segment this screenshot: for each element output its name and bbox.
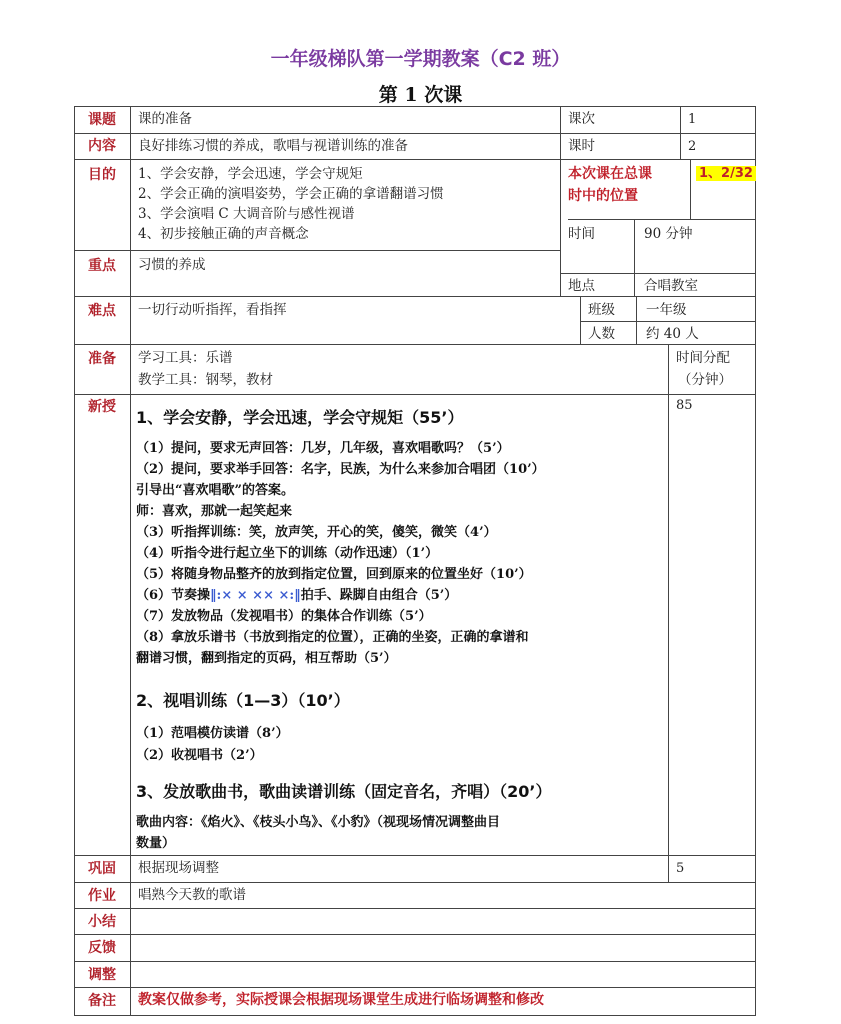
column-divider bbox=[680, 106, 681, 159]
topic-value: 课的准备 bbox=[138, 111, 192, 127]
lesson-step: （7）发放物品（发视唱书）的集体合作训练（5’） bbox=[136, 609, 432, 624]
column-divider bbox=[634, 219, 635, 296]
row-divider bbox=[74, 296, 756, 297]
table-border-top bbox=[74, 106, 756, 107]
place-label: 地点 bbox=[568, 278, 595, 294]
label-review: 巩固 bbox=[88, 861, 116, 877]
label-prep: 准备 bbox=[88, 351, 116, 367]
time-alloc-column-divider bbox=[668, 344, 669, 882]
position-label: 本次课在总课 bbox=[568, 166, 652, 182]
label-goal: 目的 bbox=[88, 167, 116, 183]
lesson-step: （5）将随身物品整齐的放到指定位置，回到原来的位置坐好（10’） bbox=[136, 567, 532, 582]
session-label: 课次 bbox=[568, 111, 595, 127]
label-column-divider bbox=[130, 106, 131, 1016]
lesson-step: 歌曲内容：《焰火》、《枝头小鸟》、《小豹》（视现场情况调整曲目 bbox=[136, 815, 501, 830]
lesson-step: （2）提问，要求举手回答：名字，民族，为什么来参加合唱团（10’） bbox=[136, 462, 545, 477]
row-divider bbox=[74, 934, 756, 935]
session-value: 1 bbox=[688, 112, 697, 127]
lesson-step: （1）范唱模仿读谱（8’） bbox=[136, 726, 289, 741]
remark-value: 教案仅做参考，实际授课会根据现场课堂生成进行临场调整和修改 bbox=[138, 992, 544, 1008]
section-heading: 1、学会安静，学会迅速，学会守规矩（55’） bbox=[136, 408, 464, 427]
lesson-step bbox=[136, 586, 457, 605]
count-label: 人数 bbox=[588, 326, 615, 342]
lesson-step: 师：喜欢，那就一起笑起来 bbox=[136, 504, 293, 519]
lesson-step: 引导出“喜欢唱歌”的答案。 bbox=[136, 483, 294, 498]
table-border-left bbox=[74, 106, 75, 1016]
label-adjust: 调整 bbox=[88, 967, 116, 983]
document-title: 一年级梯队第一学期教案（C2 班） bbox=[270, 48, 571, 70]
row-divider bbox=[74, 987, 756, 988]
row-divider bbox=[74, 250, 560, 251]
table-border-right bbox=[755, 106, 756, 1016]
table-border-bottom bbox=[74, 1015, 756, 1016]
column-divider bbox=[560, 106, 561, 296]
row-divider bbox=[560, 273, 756, 274]
goal-item: 4、初步接触正确的声音概念 bbox=[138, 226, 309, 242]
row-divider bbox=[74, 961, 756, 962]
column-divider bbox=[580, 296, 581, 344]
content-value: 良好排练习惯的养成，歌唱与视谱训练的准备 bbox=[138, 138, 408, 154]
new-minutes: 85 bbox=[676, 398, 693, 413]
lesson-step: （1）提问，要求无声回答：几岁，几年级，喜欢唱歌吗？（5’） bbox=[136, 441, 510, 456]
row-divider bbox=[74, 882, 756, 883]
grade-value: 一年级 bbox=[646, 302, 687, 318]
rhythm-step-label: （6）节奏操 bbox=[136, 588, 211, 603]
focus-value: 习惯的养成 bbox=[138, 257, 206, 273]
difficulty-value: 一切行动听指挥，看指挥 bbox=[138, 302, 287, 318]
label-homework: 作业 bbox=[88, 888, 116, 904]
row-divider bbox=[74, 159, 756, 160]
hours-label: 课时 bbox=[568, 138, 595, 154]
label-topic: 课题 bbox=[88, 112, 116, 128]
label-new: 新授 bbox=[88, 399, 116, 415]
homework-value: 唱熟今天教的歌谱 bbox=[138, 887, 246, 903]
position-label: 时中的位置 bbox=[568, 188, 638, 204]
rhythm-notation: ‖:× × ×× ×:‖ bbox=[210, 588, 301, 603]
lesson-step: 翻谱习惯，翻到指定的页码，相互帮助（5’） bbox=[136, 651, 397, 666]
time-alloc-unit: （分钟） bbox=[678, 372, 732, 388]
hours-value: 2 bbox=[688, 139, 697, 154]
lesson-step: （4）听指令进行起立坐下的训练（动作迅速）（1’） bbox=[136, 546, 439, 561]
review-value: 根据现场调整 bbox=[138, 860, 219, 876]
row-divider bbox=[74, 394, 756, 395]
column-divider bbox=[690, 159, 691, 219]
time-label: 时间 bbox=[568, 226, 595, 242]
label-difficulty: 难点 bbox=[88, 303, 116, 319]
lesson-step: 数量） bbox=[136, 836, 176, 851]
row-divider bbox=[580, 321, 756, 322]
grade-label: 班级 bbox=[588, 302, 615, 318]
lesson-number: 第 1 次课 bbox=[378, 84, 463, 106]
label-summary: 小结 bbox=[88, 914, 116, 930]
row-divider bbox=[74, 344, 756, 345]
row-divider bbox=[74, 855, 756, 856]
time-value: 90 分钟 bbox=[644, 226, 693, 242]
goal-item: 2、学会正确的演唱姿势，学会正确的拿谱翻谱习惯 bbox=[138, 186, 444, 202]
lesson-plan-table bbox=[74, 106, 756, 1016]
label-focus: 重点 bbox=[88, 258, 116, 274]
lesson-step: （2）收视唱书（2’） bbox=[136, 748, 263, 763]
position-value: 1、2/32 bbox=[696, 166, 756, 181]
prep-line: 教学工具：钢琴，教材 bbox=[138, 372, 273, 388]
row-divider bbox=[568, 219, 756, 220]
review-minutes: 5 bbox=[676, 861, 685, 876]
label-content: 内容 bbox=[88, 138, 116, 154]
goal-item: 3、学会演唱 C 大调音阶与感性视谱 bbox=[138, 206, 355, 222]
lesson-step: （3）听指挥训练：笑，放声笑，开心的笑，傻笑，微笑（4’） bbox=[136, 525, 497, 540]
label-remark: 备注 bbox=[88, 993, 116, 1009]
column-divider bbox=[636, 296, 637, 344]
label-feedback: 反馈 bbox=[88, 940, 116, 956]
place-value: 合唱教室 bbox=[644, 278, 698, 294]
section-heading: 3、发放歌曲书，歌曲读谱训练（固定音名，齐唱）（20’） bbox=[136, 782, 552, 801]
goal-item: 1、学会安静，学会迅速，学会守规矩 bbox=[138, 166, 363, 182]
time-alloc-label: 时间分配 bbox=[676, 350, 730, 366]
row-divider bbox=[74, 908, 756, 909]
count-value: 约 40 人 bbox=[646, 326, 699, 342]
lesson-step: （8）拿放乐谱书（书放到指定的位置），正确的坐姿，正确的拿谱和 bbox=[136, 630, 529, 645]
prep-line: 学习工具：乐谱 bbox=[138, 350, 233, 366]
row-divider bbox=[74, 133, 756, 134]
section-heading: 2、视唱训练（1—3）（10’） bbox=[136, 691, 350, 710]
rhythm-step-desc: 拍手、跺脚自由组合（5’） bbox=[300, 588, 458, 603]
